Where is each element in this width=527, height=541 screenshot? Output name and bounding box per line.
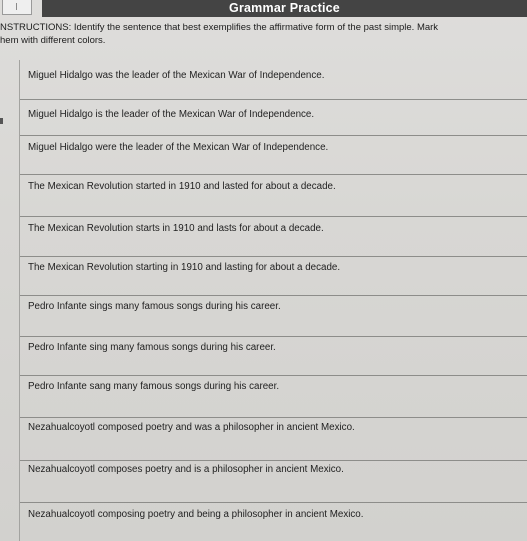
- sentence-row[interactable]: [20, 136, 527, 175]
- sentence-text: Nezahualcoyotl composes poetry and is a philosopher in ancient Mexico.: [28, 464, 344, 475]
- sentence-row[interactable]: [20, 257, 527, 296]
- sentence-text: Pedro Infante sang many famous songs during his career.: [28, 381, 280, 392]
- sentence-text: The Mexican Revolution started in 1910 and lasted for about a decade.: [28, 181, 336, 192]
- sentence-row[interactable]: [20, 376, 527, 418]
- sentence-text: Miguel Hidalgo was the leader of the Mexican War of Independence.: [28, 70, 325, 81]
- sentence-text: Pedro Infante sings many famous songs during his career.: [28, 301, 281, 312]
- sentence-text: The Mexican Revolution starts in 1910 and lasts for about a decade.: [28, 223, 324, 234]
- instructions-line-1: NSTRUCTIONS: Identify the sentence that best exemplifies the affirmative form of the past simple. Mark: [0, 22, 439, 33]
- sentence-text: Miguel Hidalgo were the leader of the Mexican War of Independence.: [28, 142, 329, 153]
- page-corner-icon: [2, 0, 32, 15]
- sentence-text: Nezahualcoyotl composed poetry and was a philosopher in ancient Mexico.: [28, 422, 355, 433]
- sentence-row[interactable]: [20, 337, 527, 376]
- title-banner: [42, 0, 527, 17]
- sentence-row[interactable]: [20, 503, 527, 540]
- sentence-row[interactable]: [20, 217, 527, 257]
- sentence-text: Pedro Infante sing many famous songs during his career.: [28, 342, 276, 353]
- sentence-text: The Mexican Revolution starting in 1910 and lasting for about a decade.: [28, 262, 341, 273]
- sentence-row[interactable]: [20, 296, 527, 337]
- instructions-line-2: hem with different colors.: [0, 35, 106, 46]
- sentence-row[interactable]: [20, 418, 527, 461]
- sentence-text: Miguel Hidalgo is the leader of the Mexican War of Independence.: [28, 109, 315, 120]
- margin-mark: [0, 118, 3, 124]
- sentence-row[interactable]: [20, 60, 527, 100]
- sentence-row[interactable]: [20, 100, 527, 136]
- sentence-row[interactable]: [20, 461, 527, 503]
- sentence-row[interactable]: [20, 175, 527, 217]
- sentence-text: Nezahualcoyotl composing poetry and being a philosopher in ancient Mexico.: [28, 509, 364, 520]
- page-title: Grammar Practice: [229, 1, 340, 15]
